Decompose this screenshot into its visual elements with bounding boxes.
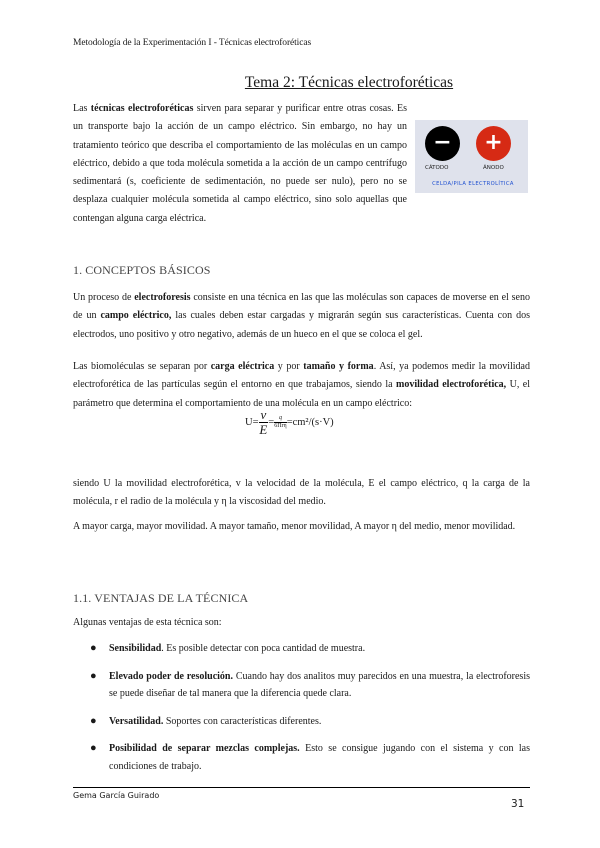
p1-bold-1: electroforesis: [134, 292, 191, 303]
item-text: Soportes con características diferentes.: [163, 715, 322, 727]
advantages-list: [73, 640, 530, 775]
document-title: [0, 74, 600, 92]
list-item: [73, 713, 530, 731]
formula-lhs: U=: [245, 416, 259, 428]
section1-paragraph-3: siendo U la movilidad electroforética, v la velocidad de la molécula, E el campo eléctrico, q la carga de la molécula, r el radio de la molécula y η la viscosidad del medio.: [73, 478, 530, 508]
p1-text-1: Un proceso de: [73, 292, 135, 303]
p2-text-2: y por: [274, 361, 304, 372]
intro-bold-1: técnicas electroforéticas: [90, 103, 194, 114]
formula-num-v: v: [260, 407, 267, 422]
item-text: Esto se consigue jugando con el sistema y con las condiciones de trabajo.: [109, 743, 530, 772]
section1-paragraph-4: A mayor carga, mayor movilidad. A mayor tamaño, menor movilidad, A mayor η del medio, menor movilidad.: [73, 521, 516, 532]
mobility-formula: [245, 408, 334, 437]
p2-text-1: Las biomoléculas se separan por: [73, 361, 211, 372]
item-text: . Es posible detectar con poca cantidad de muestra.: [161, 643, 366, 654]
p1-text-3: las cuales deben estar cargadas y migrarán según sus características. Cuenta con dos electrodos, uno positivo y otro negativo, además de un hueco en el que se coloca el gel.: [73, 310, 530, 340]
section-heading-1-1: 1.1. VENTAJAS DE LA TÉCNICA: [73, 591, 249, 605]
intro-text-2: sirven para separar y purificar entre otras cosas. Es un transporte bajo la acción de un campo eléctrico. Sin embargo, no hay un tratamiento teórico que describa el comportamiento de las moléculas en un campo eléctrico, debido a que toda molécula sometida a la acción de un campo centrífugo sedimentará (s, coeficiente de sedimentación, no puede ser nulo), pero no se desplaza cualquier molécula sometida al campo eléctrico, sino solo aquellas que contengan alguna carga eléctrica.: [73, 103, 407, 224]
item-bold: Elevado poder de resolución.: [109, 670, 233, 682]
bullet-icon: ●: [90, 642, 97, 654]
formula-fraction-v-e: [259, 408, 269, 437]
formula-fraction-q: [274, 415, 286, 430]
footer-divider: [73, 787, 530, 788]
formula-den-e: E: [259, 422, 268, 437]
list-item: [73, 668, 530, 703]
p2-bold-3: movilidad electroforética,: [396, 379, 507, 391]
page-number: 31: [511, 798, 525, 810]
anode-icon: [476, 126, 511, 161]
p2-text-4: U, el parámetro que determina el comportamiento de una molécula en un campo eléctrico:: [73, 379, 530, 409]
bullet-icon: ●: [90, 742, 97, 754]
formula-units: =cm²/(s·V): [286, 416, 334, 428]
bullet-icon: ●: [90, 714, 97, 727]
formula-den-6pirn: 6Πrη: [274, 423, 287, 429]
list-item: [73, 740, 530, 775]
section-heading-1: 1. CONCEPTOS BÁSICOS: [73, 263, 211, 277]
p2-bold-2: tamaño y forma: [303, 361, 374, 372]
item-text: Cuando hay dos analitos muy parecidos en una muestra, la electroforesis se puede diseñar de tal manera que la diferencia quede clara.: [109, 670, 530, 699]
title-text: Tema 2: Técnicas electroforéticas: [244, 74, 454, 91]
formula-num-q: q: [274, 415, 286, 423]
intro-text-1: Las: [73, 103, 91, 114]
p1-text-2: consiste en una técnica en las que las moléculas son capaces de moverse en el seno de un: [73, 292, 530, 322]
section1-paragraph-2: [73, 358, 530, 413]
formula-equals: =: [268, 416, 275, 428]
section1-paragraph-1: [73, 289, 530, 344]
electrolytic-cell-figure: [415, 120, 528, 193]
intro-paragraph: [73, 100, 407, 228]
anode-label: ÁNODO: [483, 165, 504, 171]
item-bold: Sensibilidad: [109, 643, 162, 654]
anode-sign: +: [484, 130, 503, 155]
cathode-label: CÁTODO: [425, 165, 449, 171]
p1-bold-2: campo eléctrico,: [100, 310, 172, 322]
p2-bold-1: carga eléctrica: [210, 361, 275, 372]
bullet-icon: ●: [90, 669, 97, 682]
item-bold: Posibilidad de separar mezclas complejas.: [109, 743, 300, 754]
footer-author: Gema García Guirado: [73, 791, 160, 800]
item-bold: Versatilidad.: [109, 715, 164, 727]
page-header: Metodología de la Experimentación I - Técnicas electroforéticas: [73, 38, 312, 48]
cathode-icon: [425, 126, 460, 161]
section11-intro: Algunas ventajas de esta técnica son:: [73, 617, 222, 628]
list-item: [73, 640, 530, 658]
p2-text-3: . Así, ya podemos medir la movilidad electroforética de las partículas según el entorno en que trabajamos, siendo la: [73, 361, 530, 391]
cathode-sign: −: [433, 130, 452, 155]
figure-caption: CELDA/PILA ELECTROLÍTICA: [432, 181, 514, 187]
